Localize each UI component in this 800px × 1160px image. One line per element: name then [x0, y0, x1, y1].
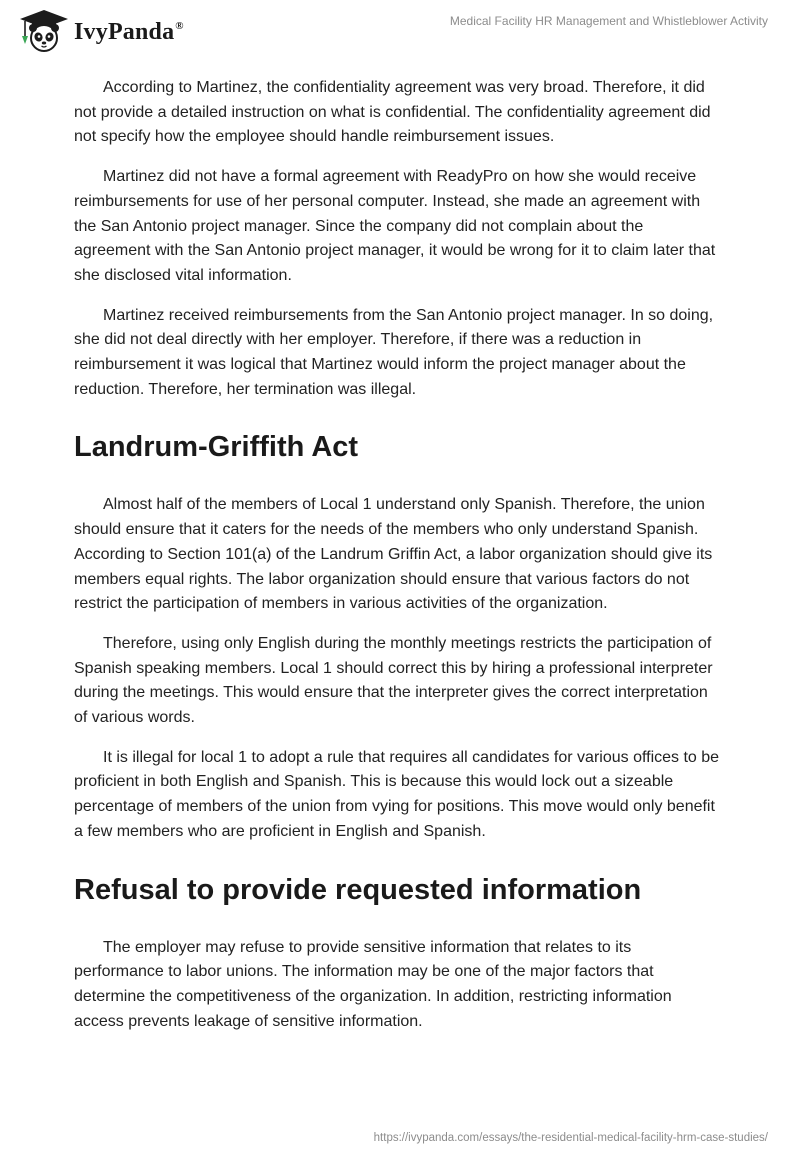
essay-content [74, 76, 724, 1049]
brand-text: IvyPanda [74, 18, 175, 45]
source-url[interactable]: https://ivypanda.com/essays/the-residential-medical-facility-hrm-case-studies/ [373, 1132, 768, 1144]
page-header [0, 0, 800, 60]
section-heading: Landrum-Griffith Act [74, 431, 359, 464]
paragraph: Almost half of the members of Local 1 understand only Spanish. Therefore, the union should ensure that it caters for the needs of the members who only understand Spanish. According to Section 101(a) of the Landrum Griffin Act, a labor organization should give its members equal rights. The labor organization should ensure that various factors do not restrict the participation of members in various activities of the organization. [74, 496, 713, 613]
paragraph: According to Martinez, the confidentiality agreement was very broad. Therefore, it did not provide a detailed instruction on what is confidential. The confidentiality agreement did not specify how the employee should handle reimbursement issues. [74, 79, 711, 146]
ivypanda-logo[interactable] [16, 8, 184, 54]
registered-mark: ® [175, 19, 184, 32]
paragraph: Martinez did not have a formal agreement with ReadyPro on how she would receive reimbursements for use of her personal computer. Instead, she made an agreement with the San Antonio project manager. Since the company did not complain about the agreement with the San Antonio project manager, it would be wrong for it to claim later that she disclosed vital information. [74, 168, 716, 284]
section-heading: Refusal to provide requested information [74, 873, 642, 906]
document-title: Medical Facility HR Management and Whistleblower Activity [449, 14, 768, 28]
paragraph: Martinez received reimbursements from the San Antonio project manager. In so doing, she did not deal directly with her employer. Therefore, if there was a reduction in reimbursement it was logical that Martinez would inform the project manager about the reduction. Therefore, her termination was illegal. [74, 306, 714, 398]
panda-graduate-icon [16, 8, 72, 54]
paragraph: It is illegal for local 1 to adopt a rule that requires all candidates for various offices to be proficient in both English and Spanish. This is because this would lock out a sizeable percentage of members of the union from vying for positions. This move would only benefit a few members who are proficient in English and Spanish. [74, 748, 720, 840]
paragraph: The employer may refuse to provide sensitive information that relates to its performance to labor unions. The information may be one of the major factors that determine the competitiveness of the organization. In addition, restricting information access prevents leakage of sensitive information. [74, 938, 672, 1030]
brand-name [74, 19, 184, 46]
paragraph: Therefore, using only English during the monthly meetings restricts the participation of Spanish speaking members. Local 1 should correct this by hiring a professional interpreter during the meetings. This would ensure that the interpreter gives the correct interpretation of various words. [74, 634, 713, 727]
